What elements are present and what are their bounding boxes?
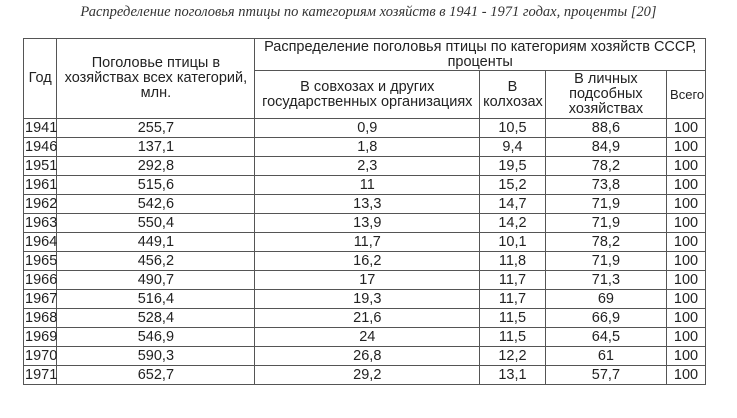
- cell-all: 100: [667, 271, 706, 290]
- cell-total: 456,2: [57, 252, 255, 271]
- cell-state: 0,9: [255, 119, 480, 138]
- cell-year: 1968: [25, 309, 58, 326]
- table-row: [24, 328, 706, 347]
- cell-kolhoz: 10,5: [480, 119, 546, 138]
- header-year: Год: [24, 39, 57, 119]
- cell-all: 100: [667, 328, 706, 347]
- cell-kolhoz: 11,8: [480, 252, 546, 271]
- cell-year: 1962: [25, 195, 58, 212]
- table-row: [24, 309, 706, 328]
- cell-private: 57,7: [545, 366, 666, 385]
- table-row: [24, 214, 706, 233]
- cell-year: 1946: [25, 138, 58, 155]
- cell-kolhoz: 12,2: [480, 347, 546, 366]
- cell-year: 1964: [25, 233, 58, 250]
- cell-total: 652,7: [57, 366, 255, 385]
- cell-all: 100: [667, 195, 706, 214]
- cell-private: 71,3: [545, 271, 666, 290]
- cell-private: 71,9: [545, 195, 666, 214]
- cell-state: 2,3: [255, 157, 480, 176]
- cell-all: 100: [667, 252, 706, 271]
- cell-year: 1971: [25, 366, 58, 383]
- cell-kolhoz: 15,2: [480, 176, 546, 195]
- cell-all: 100: [667, 309, 706, 328]
- cell-private: 66,9: [545, 309, 666, 328]
- cell-year: 1965: [25, 252, 58, 269]
- header-group: Распределение поголовья птицы по категориям хозяйств СССР, проценты: [255, 39, 706, 71]
- cell-total: 542,6: [57, 195, 255, 214]
- cell-all: 100: [667, 176, 706, 195]
- cell-kolhoz: 9,4: [480, 138, 546, 157]
- cell-total: 516,4: [57, 290, 255, 309]
- cell-state: 11,7: [255, 233, 480, 252]
- cell-kolhoz: 11,5: [480, 309, 546, 328]
- cell-private: 61: [545, 347, 666, 366]
- cell-year: 1963: [25, 214, 58, 231]
- cell-all: 100: [667, 157, 706, 176]
- header-total: Поголовье птицы в хозяйствах всех категорий, млн.: [57, 39, 255, 119]
- cell-state: 19,3: [255, 290, 480, 309]
- cell-state: 21,6: [255, 309, 480, 328]
- table-row: [24, 233, 706, 252]
- cell-kolhoz: 11,7: [480, 290, 546, 309]
- poultry-table: [23, 38, 706, 385]
- header-kolhoz: В колхозах: [480, 71, 546, 119]
- cell-kolhoz: 19,5: [480, 157, 546, 176]
- cell-year: 1970: [25, 347, 58, 364]
- cell-private: 84,9: [545, 138, 666, 157]
- cell-total: 590,3: [57, 347, 255, 366]
- cell-kolhoz: 14,7: [480, 195, 546, 214]
- cell-all: 100: [667, 366, 706, 385]
- table-row: [24, 347, 706, 366]
- cell-kolhoz: 14,2: [480, 214, 546, 233]
- cell-total: 137,1: [57, 138, 255, 157]
- cell-all: 100: [667, 119, 706, 138]
- cell-year: 1951: [25, 157, 58, 174]
- cell-kolhoz: 10,1: [480, 233, 546, 252]
- cell-all: 100: [667, 290, 706, 309]
- cell-total: 490,7: [57, 271, 255, 290]
- table-caption: Распределение поголовья птицы по категориям хозяйств в 1941 - 1971 годах, проценты [20]: [80, 4, 657, 20]
- header-row-1: [24, 39, 706, 71]
- cell-all: 100: [667, 347, 706, 366]
- cell-state: 13,3: [255, 195, 480, 214]
- header-state: В совхозах и других государственных организациях: [255, 71, 480, 119]
- cell-total: 255,7: [57, 119, 255, 138]
- cell-private: 71,9: [545, 214, 666, 233]
- cell-private: 64,5: [545, 328, 666, 347]
- cell-year: 1941: [25, 119, 58, 136]
- cell-total: 292,8: [57, 157, 255, 176]
- cell-kolhoz: 11,7: [480, 271, 546, 290]
- cell-state: 17: [255, 271, 480, 290]
- cell-total: 528,4: [57, 309, 255, 328]
- cell-state: 1,8: [255, 138, 480, 157]
- cell-total: 449,1: [57, 233, 255, 252]
- table-row: [24, 366, 706, 385]
- table-row: [24, 271, 706, 290]
- cell-private: 69: [545, 290, 666, 309]
- cell-year: 1969: [25, 328, 58, 345]
- table-row: [24, 290, 706, 309]
- table-row: [24, 138, 706, 157]
- cell-kolhoz: 13,1: [480, 366, 546, 385]
- cell-state: 13,9: [255, 214, 480, 233]
- cell-state: 11: [255, 176, 480, 195]
- cell-state: 16,2: [255, 252, 480, 271]
- table-body: [24, 119, 706, 385]
- cell-year: 1961: [25, 176, 58, 193]
- table-row: [24, 157, 706, 176]
- cell-private: 88,6: [545, 119, 666, 138]
- cell-kolhoz: 11,5: [480, 328, 546, 347]
- table-row: [24, 176, 706, 195]
- header-all: Всего: [667, 71, 706, 119]
- header-private: В личных подсобных хозяйствах: [545, 71, 666, 119]
- cell-all: 100: [667, 233, 706, 252]
- cell-total: 550,4: [57, 214, 255, 233]
- cell-state: 29,2: [255, 366, 480, 385]
- cell-all: 100: [667, 138, 706, 157]
- table-row: [24, 119, 706, 138]
- cell-private: 78,2: [545, 233, 666, 252]
- table-row: [24, 252, 706, 271]
- cell-private: 71,9: [545, 252, 666, 271]
- cell-year: 1967: [25, 290, 58, 307]
- cell-state: 24: [255, 328, 480, 347]
- cell-total: 546,9: [57, 328, 255, 347]
- cell-private: 73,8: [545, 176, 666, 195]
- table-row: [24, 195, 706, 214]
- cell-private: 78,2: [545, 157, 666, 176]
- cell-state: 26,8: [255, 347, 480, 366]
- cell-total: 515,6: [57, 176, 255, 195]
- cell-year: 1966: [25, 271, 58, 288]
- cell-all: 100: [667, 214, 706, 233]
